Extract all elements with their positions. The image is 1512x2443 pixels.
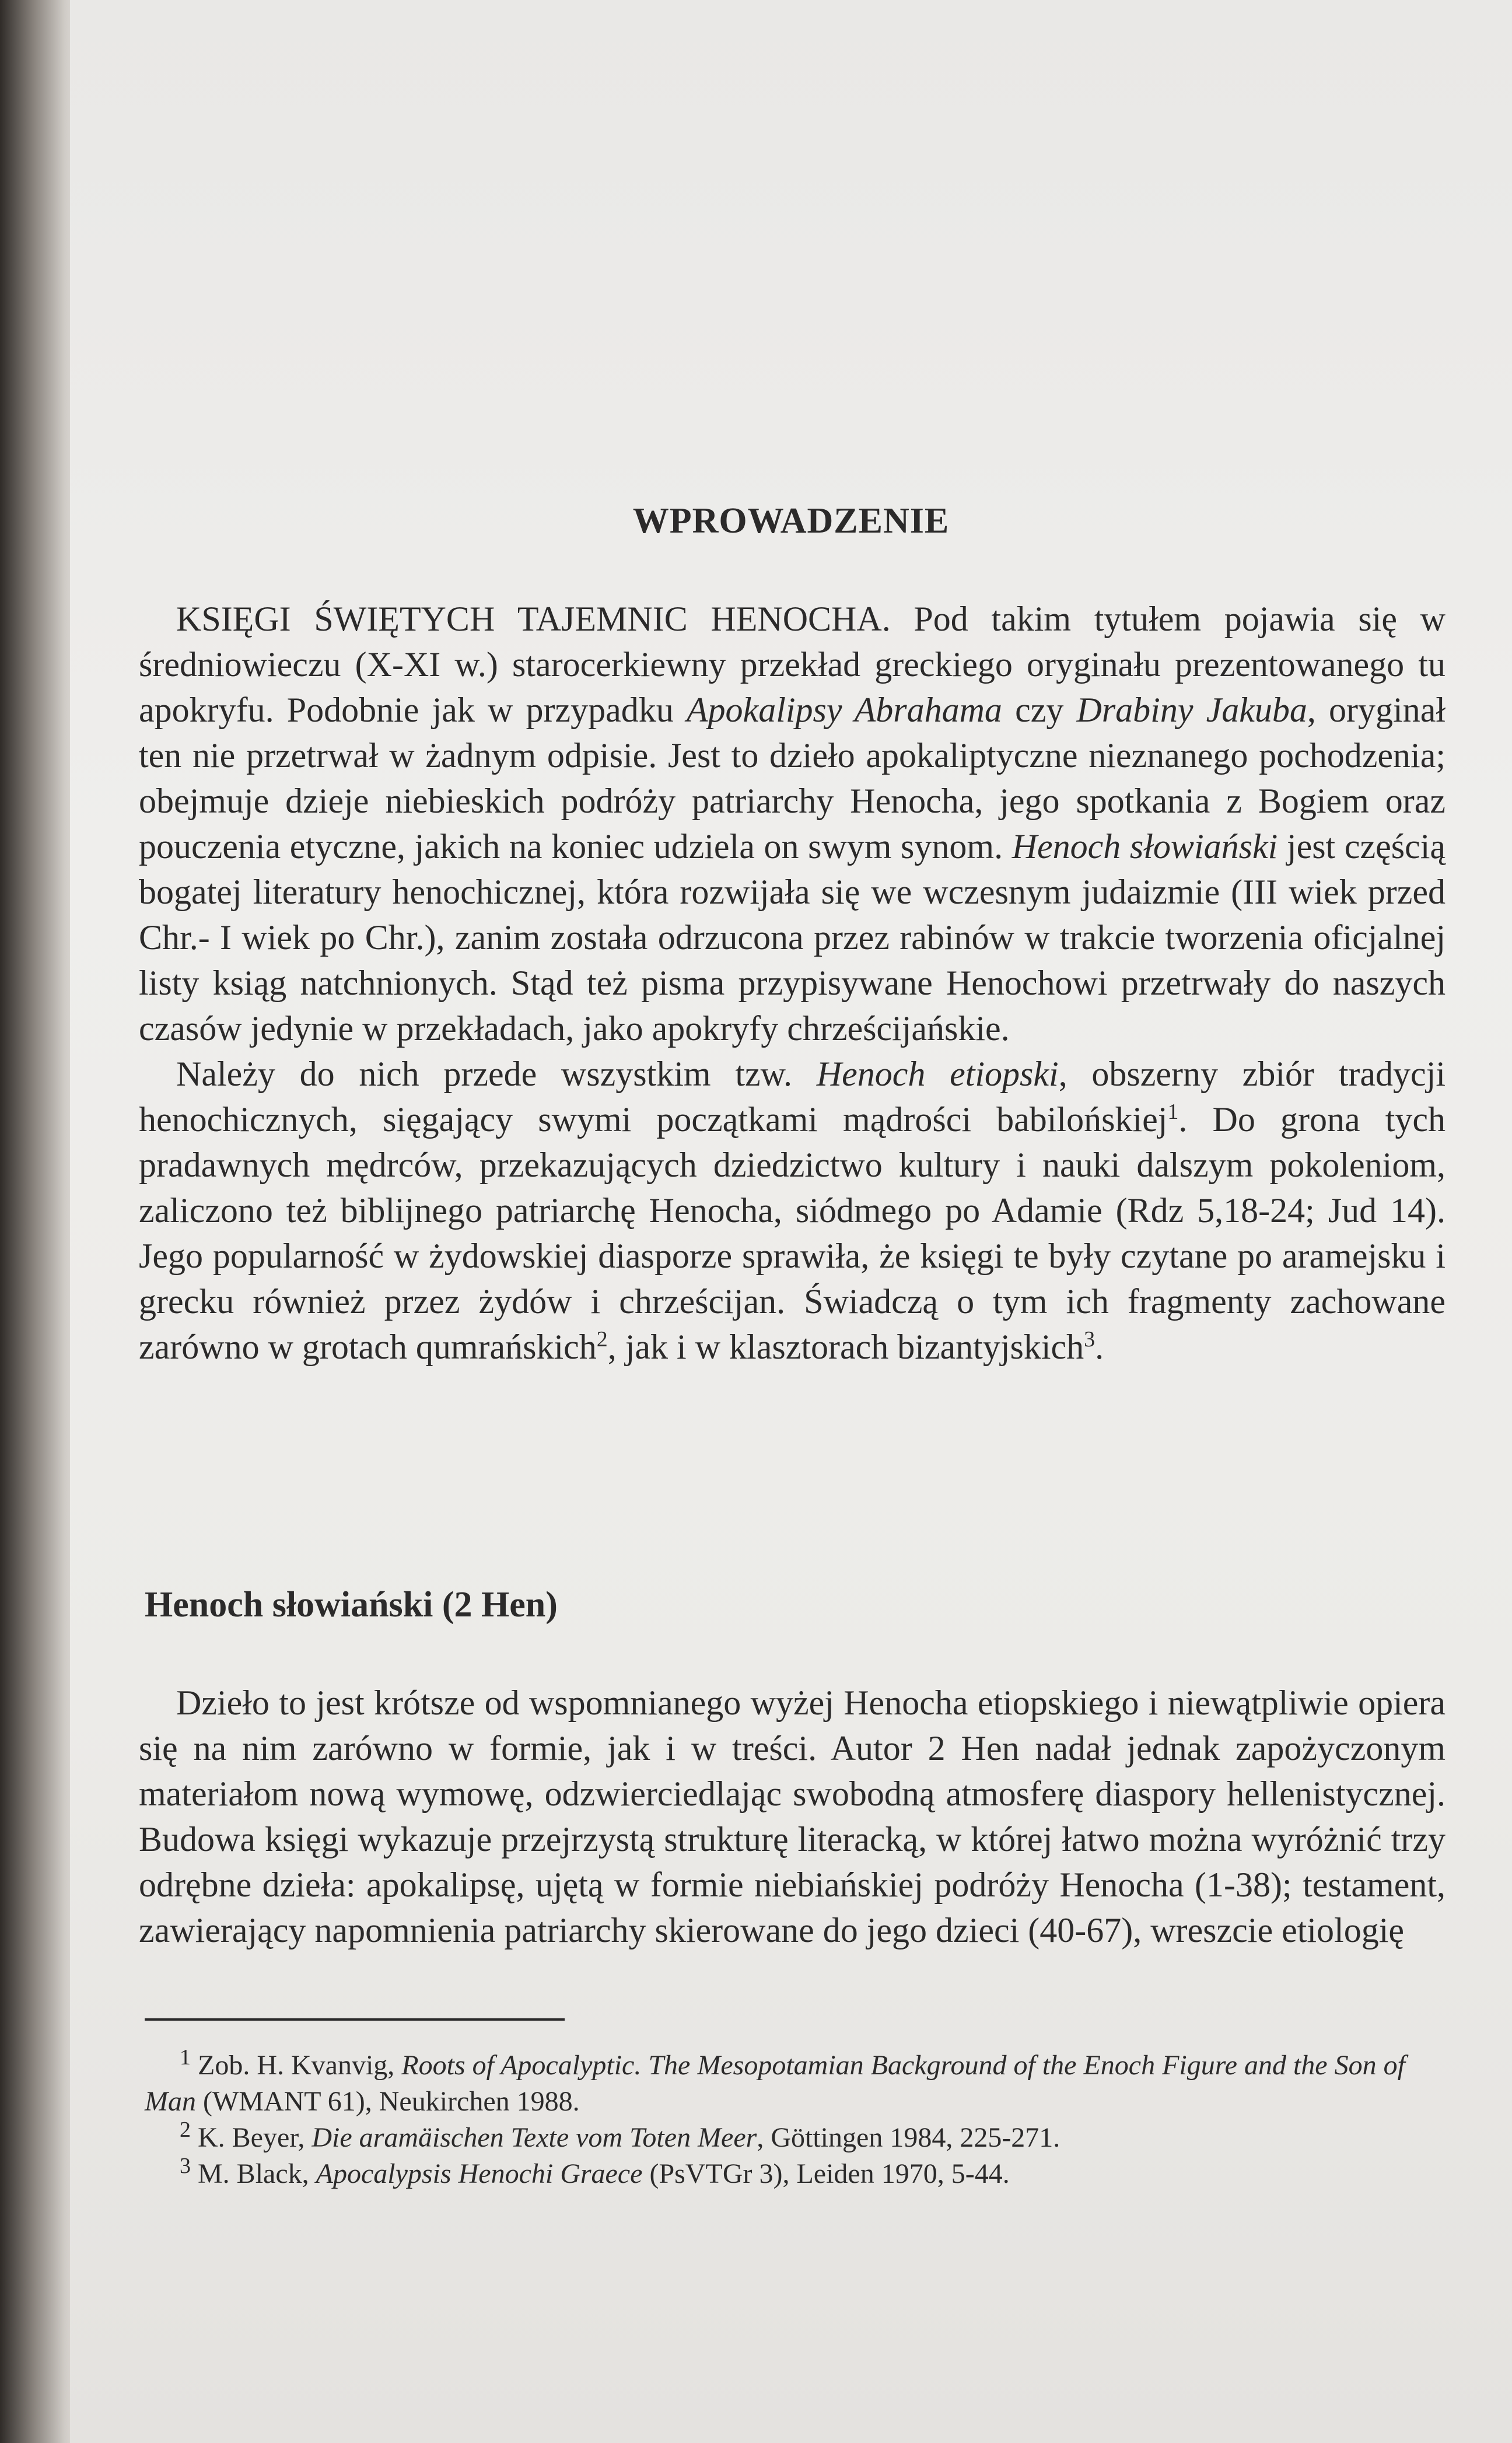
- introduction-text: [139, 596, 1446, 1370]
- footnote-ref-3: 3: [1084, 1327, 1096, 1352]
- footnote-ref-2: 2: [596, 1327, 608, 1352]
- footnote-1: $^1$ Zob. H. Kvanvig, Roots of Apocalyptic. The Mesopotamian Background of the Enoch Figure and the Son of Man (WMANT 61), Neukirchen 1988.: [145, 2045, 1405, 2117]
- paragraph-1: KSIĘGI ŚWIĘTYCH TAJEMNIC HENOCHA. Pod takim tytułem pojawia się w średniowieczu (X-XI w.) starocerkiewny przekład greckiego oryginału prezentowanego tu apokryfu. Podobnie jak w przypadku Apokalipsy Abrahama czy Drabiny Jakuba, oryginał ten nie przetrwał w żadnym odpisie. Jest to dzieło apokaliptyczne nieznanego pochodzenia; obejmuje dzieje niebieskich podróży patriarchy Henocha, jego spotkania z Bogiem oraz pouczenia etyczne, jakich na koniec udziela on swym synom. Henoch słowiański jest częścią bogatej literatury henochicznej, która rozwijała się we wczesnym judaizmie (III wiek przed Chr.- I wiek po Chr.), zanim została odrzucona przez rabinów w trakcie tworzenia oficjalnej listy ksiąg natchnionych. Stąd też pisma przypisywane Henochowi przetrwały do naszych czasów jedynie w przekładach, jako apokryfy chrześcijańskie.: [139, 600, 1446, 1048]
- footnotes: [145, 2045, 1446, 2192]
- section-heading: Henoch słowiański (2 Hen): [145, 1585, 558, 1625]
- paragraph-2: Należy do nich przede wszystkim tzw. Henoch etiopski, obszerny zbiór tradycji henochicznych, sięgający swymi początkami mądrości babilońskiej$^1$. Do grona tych pradawnych mędrców, przekazujących dziedzictwo kultury i nauki dalszym pokoleniom, zaliczono też biblijnego patriarchę Henocha, siódmego po Adamie (Rdz 5,18-24; Jud 14). Jego popularność w żydowskiej diasporze sprawiła, że księgi te były czytane po aramejsku i grecku również przez żydów i chrześcijan. Świadczą o tym ich fragmenty zachowane zarówno w grotach qumrańskich$^2$, jak i w klasztorach bizantyjskich$^3$.: [139, 1055, 1446, 1366]
- book-page: [70, 0, 1512, 2443]
- footnote-2: $^2$ K. Beyer, Die aramäischen Texte vom Toten Meer, Göttingen 1984, 225-271.: [180, 2118, 1060, 2153]
- page-title: WPROWADZENIE: [632, 501, 950, 541]
- paragraph-3: Dzieło to jest krótsze od wspomnianego wyżej Henocha etiopskiego i niewątpliwie opiera się na nim zarówno w formie, jak i w treści. Autor 2 Hen nadał jednak zapożyczonym materiałom nową wymowę, odzwierciedlając swobodną atmosferę diaspory hellenistycznej. Budowa księgi wykazuje przejrzystą strukturę literacką, w której łatwo można wyróżnić trzy odrębne dzieła: apokalipsę, ujętą w formie niebiańskiej podróży Henocha (1-38); testament, zawierający napomnienia patriarchy skierowane do jego dzieci (40-67), wreszcie etiologię: [139, 1684, 1446, 1950]
- footnote-ref-1: 1: [1167, 1100, 1179, 1124]
- footnote-3: $^3$ M. Black, Apocalypsis Henochi Graece (PsVTGr 3), Leiden 1970, 5-44.: [180, 2154, 1010, 2189]
- footnote-divider: [145, 2018, 565, 2021]
- facing-page-edge: [0, 0, 76, 2443]
- section-text: [139, 1680, 1446, 1953]
